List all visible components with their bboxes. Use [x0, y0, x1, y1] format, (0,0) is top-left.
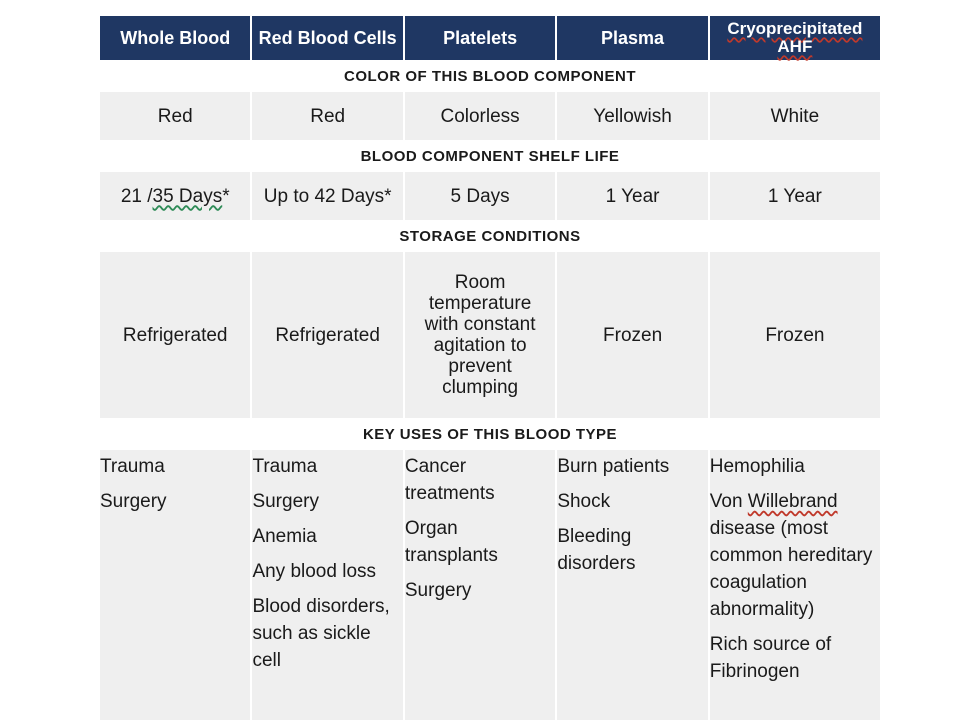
use-item: Burn patients	[557, 456, 670, 477]
use-disease: disease (most common hereditary coagulation abnormality)	[709, 518, 873, 620]
shelf-whole-prefix: 21 /	[120, 185, 153, 207]
storage-whole-blood: Refrigerated	[100, 252, 250, 418]
shelf-red-blood-cells: Up to 42 Days*	[252, 172, 402, 220]
shelf-whole-blood	[100, 172, 250, 220]
uses-whole-blood	[100, 450, 250, 720]
header-whole-blood: Whole Blood	[100, 16, 250, 60]
use-item: Organ transplants	[404, 518, 498, 566]
storage-platelets: Room temperature with constant agitation to prevent clumping	[405, 252, 556, 418]
use-item: Shock	[557, 491, 611, 512]
storage-red-blood-cells: Refrigerated	[252, 252, 402, 418]
color-cryo: White	[710, 92, 880, 140]
header-row	[100, 16, 880, 60]
use-item: Bleeding disorders	[557, 526, 636, 574]
use-item: Surgery	[100, 491, 167, 512]
use-item: Hemophilia	[709, 456, 805, 477]
uses-cryo	[710, 450, 880, 720]
section-uses-title: KEY USES OF THIS BLOOD TYPE	[100, 418, 880, 450]
color-row	[100, 92, 880, 140]
color-plasma: Yellowish	[557, 92, 707, 140]
shelf-row	[100, 172, 880, 220]
storage-plasma: Frozen	[557, 252, 707, 418]
uses-row	[100, 450, 880, 720]
color-red-blood-cells: Red	[252, 92, 402, 140]
section-shelf-title: BLOOD COMPONENT SHELF LIFE	[100, 140, 880, 172]
header-platelets: Platelets	[405, 16, 555, 60]
use-item: Anemia	[252, 526, 317, 547]
color-whole-blood: Red	[100, 92, 250, 140]
use-item: Rich source of Fibrinogen	[709, 634, 832, 682]
uses-red-blood-cells	[252, 450, 402, 720]
use-item: Trauma	[252, 456, 318, 477]
shelf-whole-days: 35 Days	[152, 185, 223, 207]
storage-cryo: Frozen	[710, 252, 880, 418]
use-item: Any blood loss	[252, 561, 377, 582]
header-plasma: Plasma	[557, 16, 707, 60]
shelf-cryo: 1 Year	[710, 172, 880, 220]
shelf-platelets: 5 Days	[405, 172, 555, 220]
uses-plasma	[557, 450, 707, 720]
blood-components-table	[100, 16, 880, 720]
use-item: Trauma	[100, 456, 165, 477]
color-platelets: Colorless	[405, 92, 555, 140]
header-cryo-text: Cryoprecipitated AHF	[727, 19, 863, 56]
use-item: Blood disorders, such as sickle cell	[252, 596, 390, 671]
section-storage-title: STORAGE CONDITIONS	[100, 220, 880, 252]
use-von: Von	[709, 491, 748, 512]
shelf-whole-asterisk: *	[222, 185, 230, 207]
use-item: Cancer treatments	[404, 456, 495, 504]
use-item: Surgery	[252, 491, 319, 512]
use-willebrand: Willebrand	[747, 491, 838, 512]
header-red-blood-cells: Red Blood Cells	[252, 16, 402, 60]
header-cryoprecipitated-ahf	[710, 16, 880, 60]
section-color-title: COLOR OF THIS BLOOD COMPONENT	[100, 60, 880, 92]
uses-platelets	[405, 450, 555, 720]
use-item-von-willebrand	[710, 488, 880, 623]
shelf-plasma: 1 Year	[557, 172, 707, 220]
use-item: Surgery	[404, 580, 472, 601]
storage-row	[100, 252, 880, 418]
